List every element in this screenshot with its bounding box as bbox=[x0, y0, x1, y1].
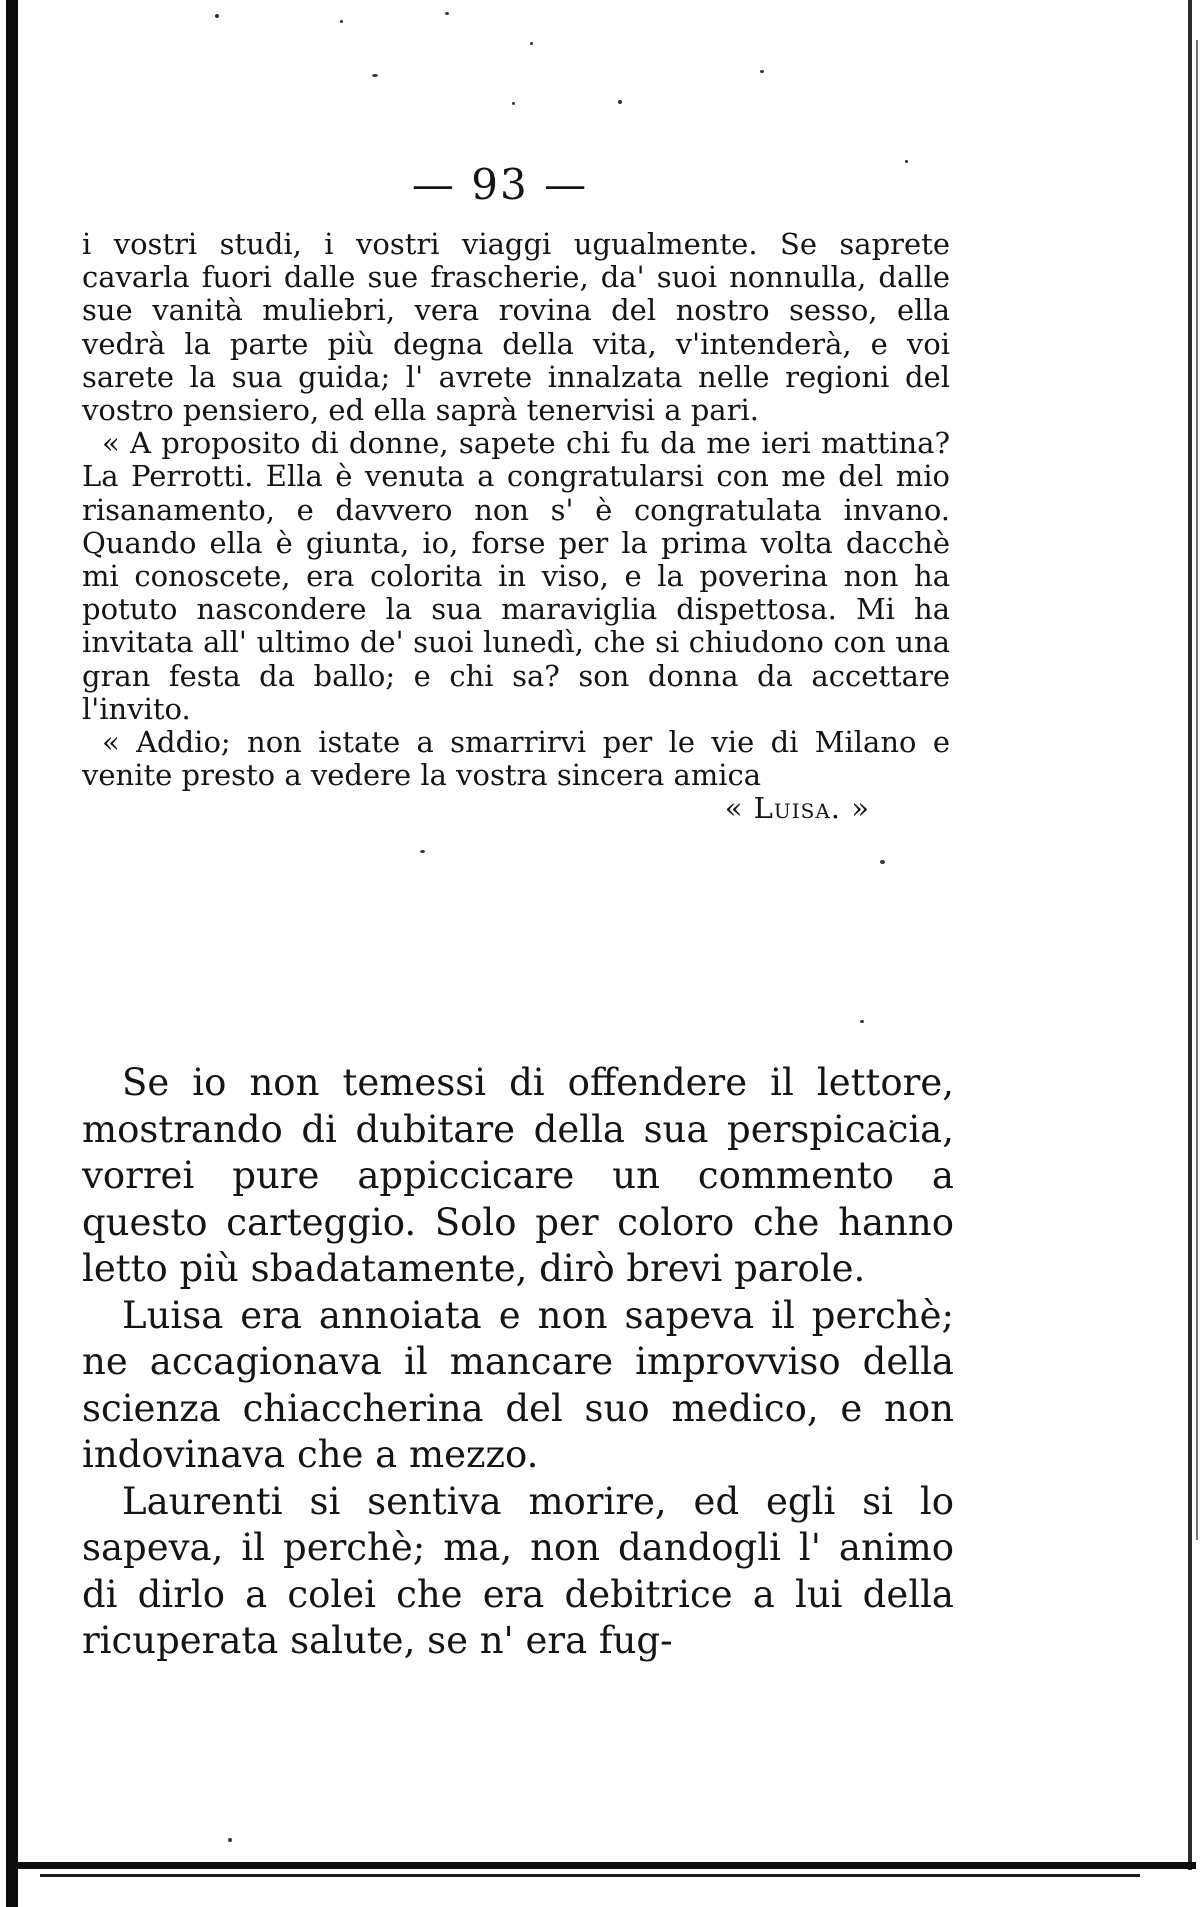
print-speck bbox=[420, 850, 425, 853]
letter-paragraph: i vostri studi, i vostri viaggi ugualmente. Se saprete cavarla fuori dalle sue frascherie, da' suoi nonnulla, dalle sue vanità muliebri, vera rovina del nostro sesso, ella vedrà la parte più degna della vita, v'intenderà, e voi sarete la sua guida; l' avrete innalzata nelle regioni del vostro pensiero, ed ella saprà tenervisi a pari. bbox=[82, 227, 950, 428]
print-speck bbox=[372, 74, 378, 77]
bottom-page-edge-shadow bbox=[40, 1874, 1140, 1877]
bottom-page-edge bbox=[6, 1862, 1196, 1869]
print-speck bbox=[760, 70, 764, 73]
print-speck bbox=[618, 100, 622, 104]
print-speck bbox=[880, 860, 885, 864]
left-binding-edge bbox=[6, 0, 18, 1907]
narrative-text bbox=[82, 1060, 954, 1665]
print-speck bbox=[860, 1020, 864, 1023]
print-speck bbox=[512, 102, 515, 105]
print-speck bbox=[340, 20, 343, 23]
print-speck bbox=[445, 12, 449, 15]
narrative-paragraph: Se io non temessi di offendere il lettore, mostrando di dubitare della sua perspicacia, vorrei pure appiccicare un commento a questo carteggio. Solo per coloro che hanno letto più sbadatamente, dirò brevi parole. bbox=[82, 1061, 954, 1290]
right-page-edge bbox=[1188, 0, 1192, 1870]
letter-quote bbox=[82, 228, 950, 826]
print-speck bbox=[530, 42, 533, 45]
letter-paragraph: « Addio; non istate a smarrirvi per le vie di Milano e venite presto a vedere la vostra sincera amica bbox=[82, 725, 950, 793]
right-page-edge-shadow bbox=[1196, 40, 1198, 1540]
narrative-paragraph: Luisa era annoiata e non sapeva il perchè; ne accagionava il mancare improvviso della scienza chiaccherina del suo medico, e non indovinava che a mezzo. bbox=[82, 1293, 954, 1476]
print-speck bbox=[228, 1838, 232, 1842]
signature-line bbox=[82, 792, 950, 825]
narrative-paragraph: Laurenti si sentiva morire, ed egli si lo sapeva, il perchè; ma, non dandogli l' animo di dirlo a colei che era debitrice a lui della ricuperata salute, se n' era fug- bbox=[82, 1479, 954, 1662]
page-number: — 93 — bbox=[411, 160, 589, 209]
print-speck bbox=[215, 14, 219, 18]
letter-paragraph: « A proposito di donne, sapete chi fu da me ieri mattina? La Perrotti. Ella è venuta a congratularsi con me del mio risanamento, e davvero non s' è congratulata invano. Quando ella è giunta, io, forse per la prima volta dacchè mi conoscete, era colorita in viso, e la poverina non ha potuto nascondere la sua maraviglia dispettosa. Mi ha invitata all' ultimo de' suoi lunedì, che si chiudono con una gran festa da ballo; e chi sa? son donna da accettare l'invito. bbox=[82, 426, 950, 726]
letter-signature: « Luisa. » bbox=[724, 791, 870, 826]
